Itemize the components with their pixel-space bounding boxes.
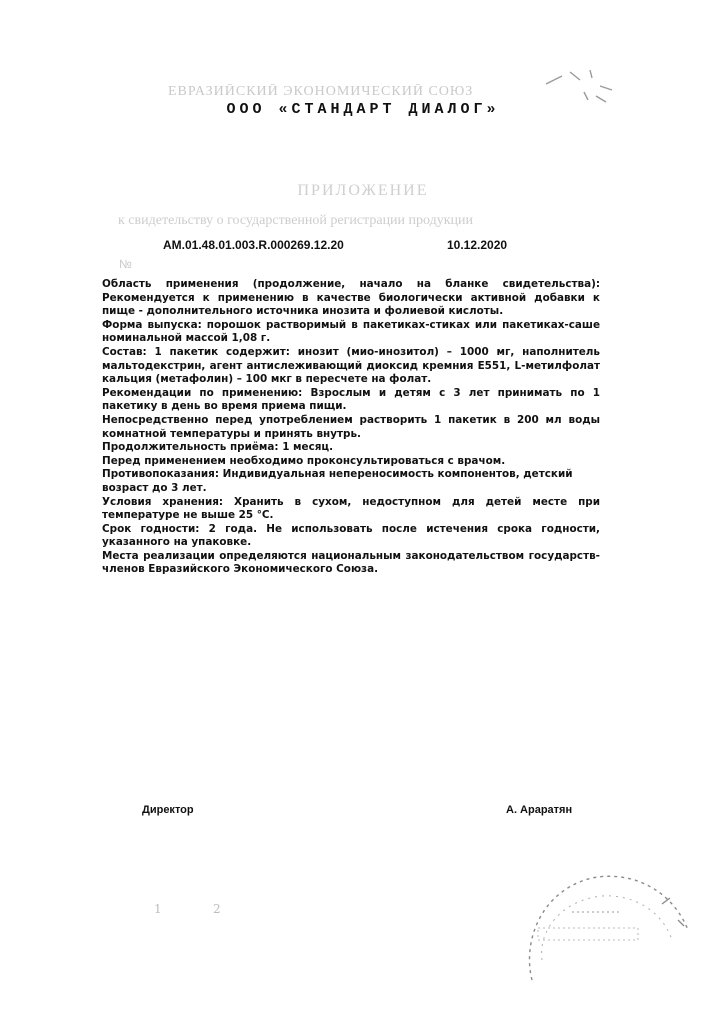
document-body <box>102 278 600 577</box>
corner-scribble-mark <box>540 66 620 106</box>
body-paragraph: Срок годности: 2 года. Не использовать после истечения срока годности, указанного на упаковке. <box>102 522 600 549</box>
number-sign: № <box>119 257 132 271</box>
body-paragraph: Форма выпуска: порошок растворимый в пакетиках-стиках или пакетиках-саше номинальной массой 1,08 г. <box>102 318 600 345</box>
body-paragraph: Рекомендации по применению: Взрослым и детям с 3 лет принимать по 1 пакетику в день во время приема пищи. <box>102 386 600 413</box>
faded-document-title: ПРИЛОЖЕНИЕ <box>297 182 429 199</box>
body-paragraph: Состав: 1 пакетик содержит: инозит (мио-инозитол) – 1000 мг, наполнитель мальтодекстрин, агент антислеживающий диоксид кремния Е551, L-метилфолат кальция (метафолин) – 100 мкг в пересчете на фолат. <box>102 345 600 386</box>
registration-number: АМ.01.48.01.003.R.000269.12.20 <box>163 238 344 252</box>
body-paragraph: Непосредственно перед употреблением растворить 1 пакетик в 200 мл воды комнатной температуры и принять внутрь. <box>102 413 600 440</box>
faded-organization-line: ЕВРАЗИЙСКИЙ ЭКОНОМИЧЕСКИЙ СОЮЗ <box>168 84 474 98</box>
signatory-name: А. Араратян <box>506 804 573 816</box>
body-paragraph: Продолжительность приёма: 1 месяц. <box>102 441 334 454</box>
registration-date: 10.12.2020 <box>447 238 508 252</box>
seal-stamp <box>512 860 702 1010</box>
body-paragraph: Перед применением необходимо проконсультироваться с врачом. <box>102 454 506 467</box>
body-paragraph: Противопоказания: Индивидуальная непереносимость компонентов, детский возраст до 3 лет. <box>102 468 573 494</box>
body-paragraph: Область применения (продолжение, начало на бланке свидетельства): Рекомендуется к применению в качестве биологически активной добавки к пище - дополнительного источника инозита и фолиевой кислоты. <box>102 278 600 318</box>
faded-document-subtitle: к свидетельству о государственной регистрации продукции <box>118 213 474 228</box>
body-paragraph: Места реализации определяются национальным законодательством государств-членов Евразийского Экономического Союза. <box>102 549 600 576</box>
company-name: ООО «СТАНДАРТ ДИАЛОГ» <box>226 101 500 118</box>
faint-mark-left: 1 <box>154 902 162 916</box>
signatory-role: Директор <box>142 804 194 816</box>
body-paragraph: Условия хранения: Хранить в сухом, недоступном для детей месте при температуре не выше 25 °С. <box>102 495 600 522</box>
faint-mark-right: 2 <box>213 902 221 916</box>
